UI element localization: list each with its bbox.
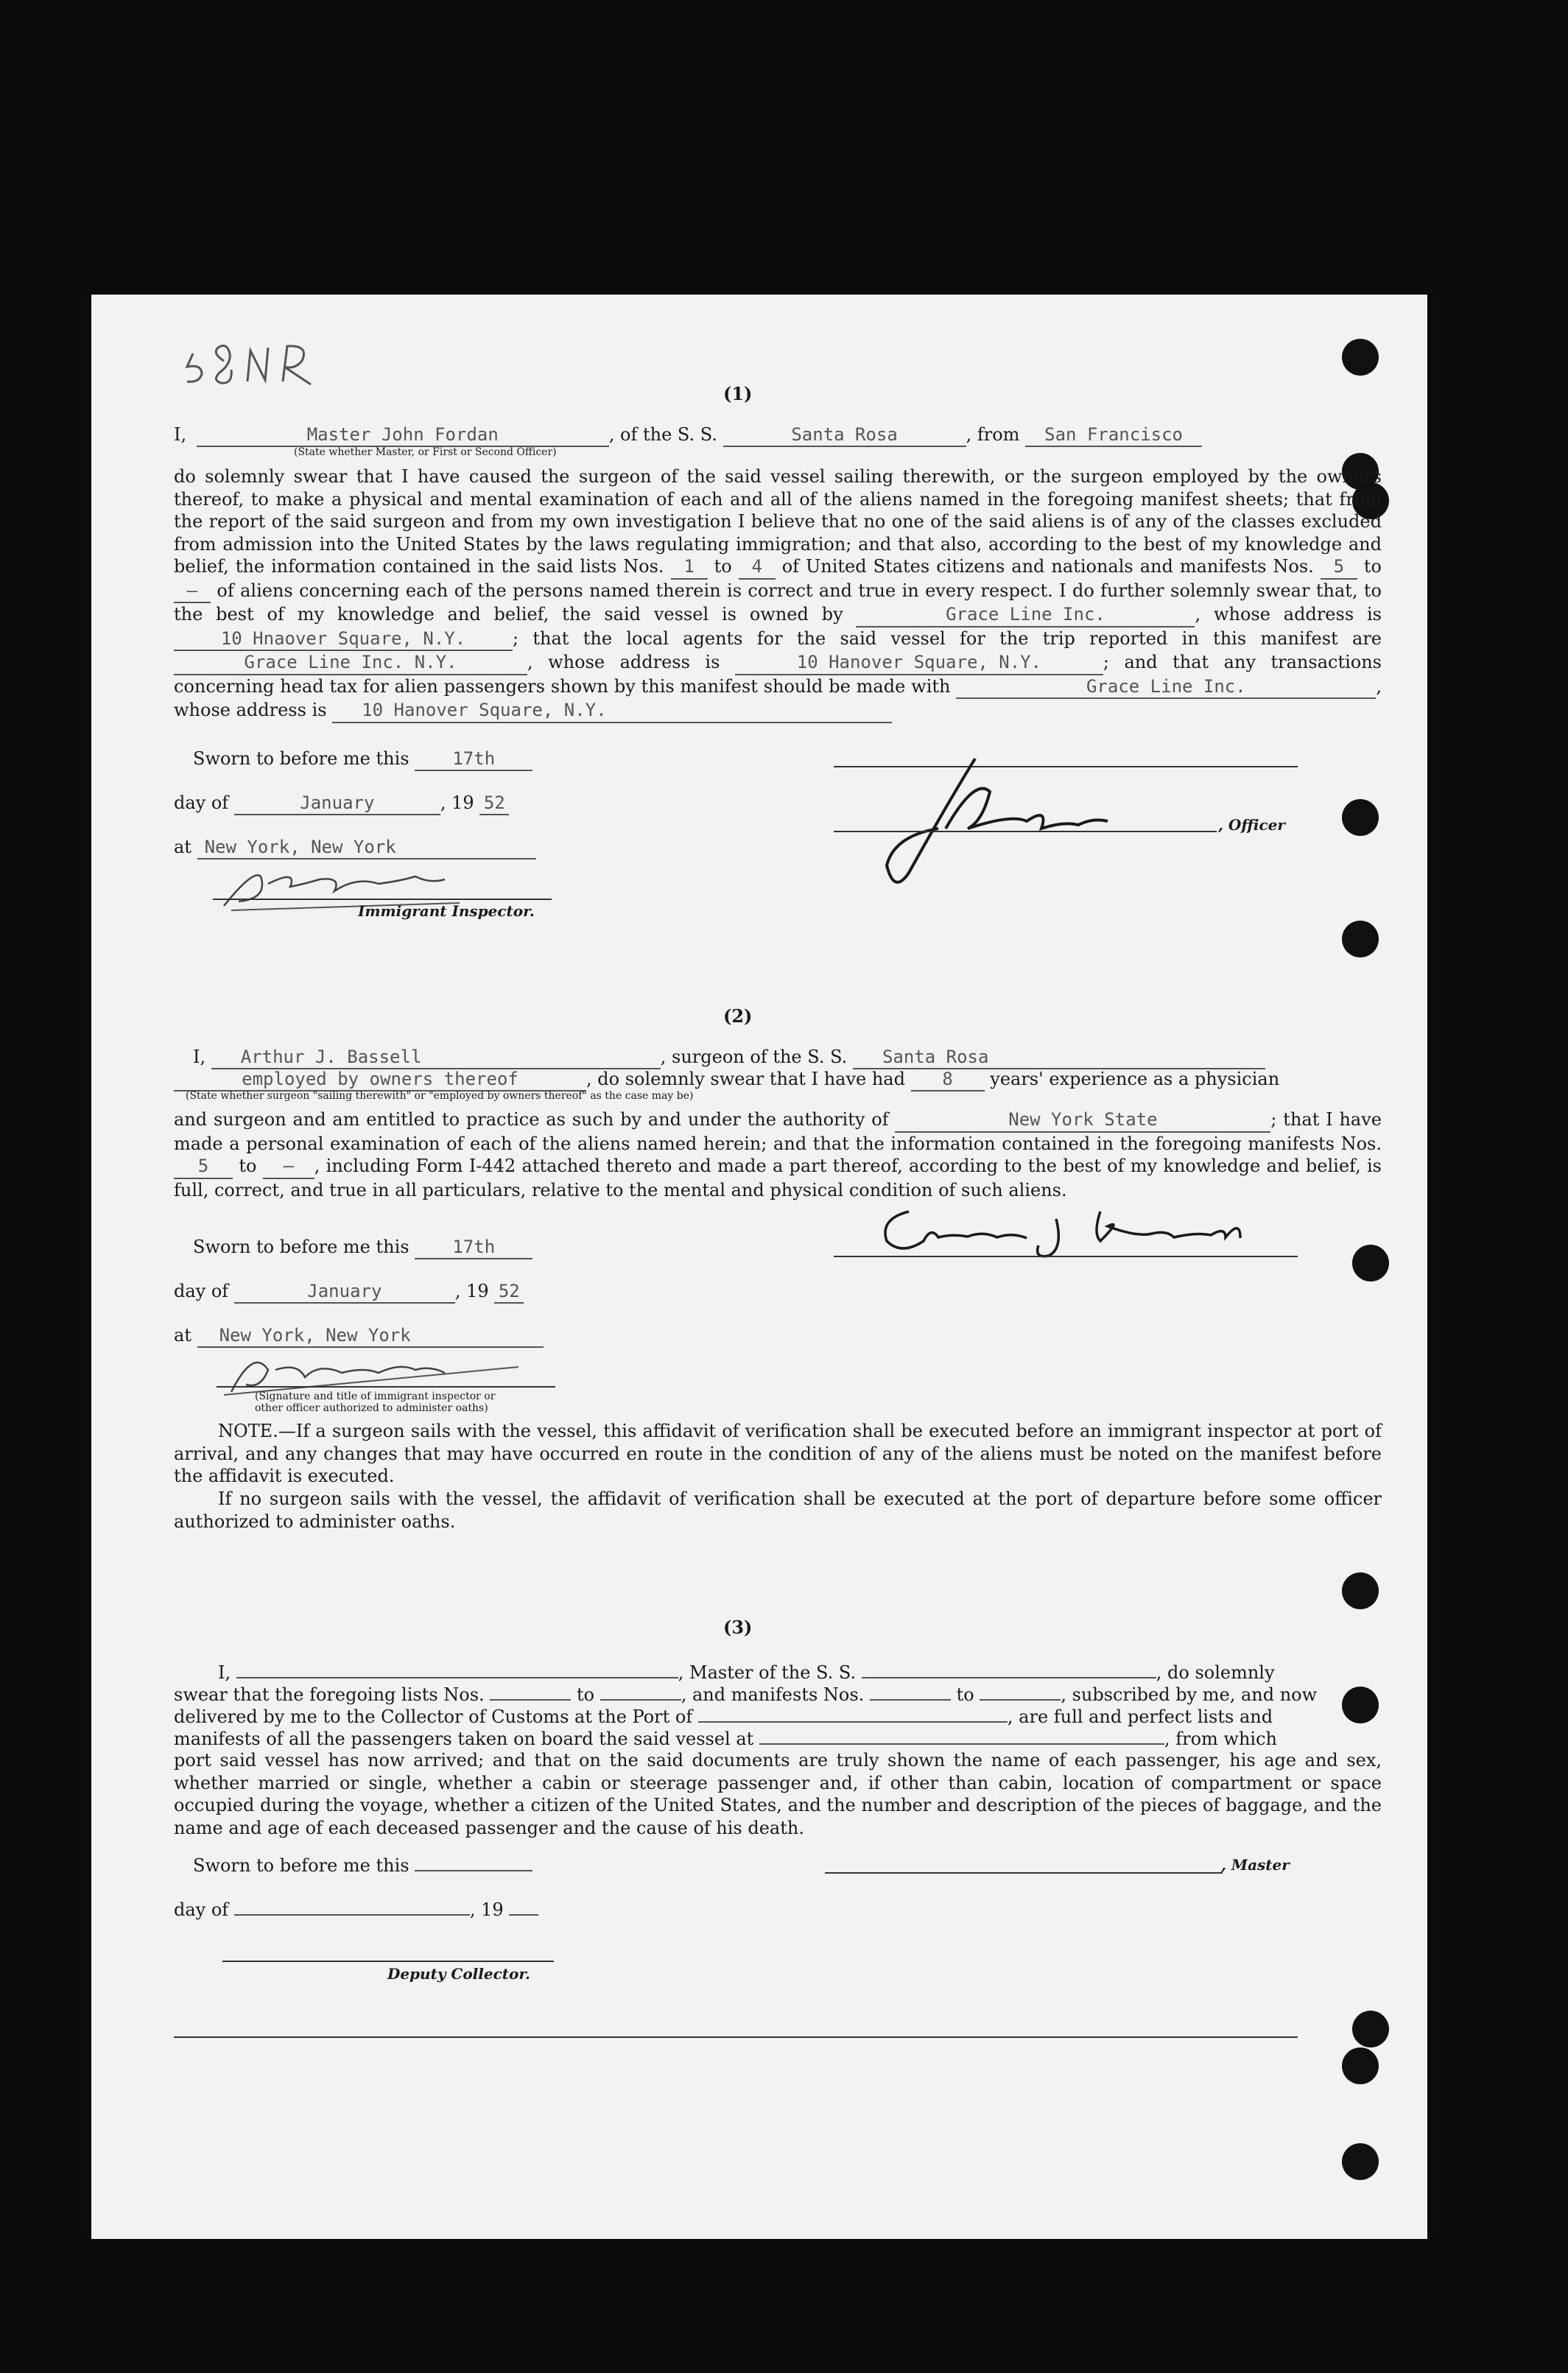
label-surgeon-of: , surgeon of the S. S. xyxy=(660,1047,848,1067)
text: , subscribed by me, and now xyxy=(1061,1684,1318,1705)
employment-field: employed by owners thereof xyxy=(174,1068,586,1091)
deputy-caption: Deputy Collector. xyxy=(387,1965,531,1983)
at-label: at xyxy=(174,837,191,857)
employment-caption: (State whether surgeon "sailing therewith" or "employed by owners thereof" as the case may be) xyxy=(186,1090,694,1102)
sworn-line-2 xyxy=(193,1236,532,1259)
manifest-affidavit-page xyxy=(91,295,1427,2239)
year-prefix: , 19 xyxy=(469,1899,504,1920)
surgeon-signature-line xyxy=(834,1256,1298,1257)
surgeon-note xyxy=(174,1420,1382,1488)
agent-address-field: 10 Hanover Square, N.Y. xyxy=(735,651,1103,675)
port-blank xyxy=(698,1705,1008,1723)
punch-hole xyxy=(1352,2011,1389,2047)
day-of-label: day of xyxy=(174,792,229,813)
master-blank-3 xyxy=(236,1661,678,1678)
month-field: January xyxy=(234,792,440,815)
master-caption: , Master xyxy=(1221,1856,1290,1874)
inspector-signature-line-2 xyxy=(217,1386,555,1388)
text: port said vessel has now arrived; and that on the said documents are truly shown the name of each passenger, his age and sex, whether married or single, whether a cabin or steerage passenger and, if other than cabin, location of compartment or space occupied during the voyage, whether a citizen of the United States, and the number and description of the pieces of baggage, and the name and age of each deceased passenger and the cause of his death. xyxy=(174,1750,1382,1838)
section-1-number: (1) xyxy=(723,383,753,404)
footer-rule xyxy=(174,2036,1298,2038)
label-to: to xyxy=(239,1156,257,1176)
text: manifests of all the passengers taken on board the said vessel at xyxy=(174,1729,754,1749)
oath-text: , whose address is xyxy=(174,675,1382,720)
note-label: NOTE. xyxy=(218,1421,278,1441)
sworn-day-field-2: 17th xyxy=(415,1236,532,1259)
section-3-line-1 xyxy=(218,1661,1275,1684)
owner-field: Grace Line Inc. xyxy=(856,603,1195,627)
authority-text: and surgeon and am entitled to practice as such by and under the authority of xyxy=(174,1109,889,1130)
section-3-number: (3) xyxy=(723,1617,753,1638)
oath-text: , whose address is xyxy=(527,652,720,672)
surgeon-manifest-from-field: 5 xyxy=(174,1155,233,1179)
section-3-line-3 xyxy=(174,1705,1273,1728)
master-caption: (State whether Master, or First or Second Officer) xyxy=(294,446,557,458)
label-master-of: , Master of the S. S. xyxy=(678,1662,857,1683)
sworn-line-3 xyxy=(193,1854,532,1877)
label-solemnly: , do solemnly xyxy=(1156,1662,1275,1683)
surgeon-employment-line xyxy=(174,1068,1279,1091)
label-of-ss: , of the S. S. xyxy=(608,424,717,445)
punch-hole xyxy=(1342,2047,1379,2084)
note-text-2: If no surgeon sails with the vessel, the affidavit of verification shall be executed at the port of departure before some officer authorized to administer oaths. xyxy=(174,1488,1382,1532)
oath-text: ; and that any transactions concerning head tax for alien passengers shown by this manifest should be made with xyxy=(174,652,1382,697)
manifests-from-blank xyxy=(870,1683,951,1701)
section-2-body xyxy=(174,1108,1382,1201)
years-text: years' experience as a physician xyxy=(990,1069,1280,1089)
vessel-name-field: Santa Rosa xyxy=(723,423,966,447)
years-field: 8 xyxy=(911,1068,985,1091)
day-of-label: day of xyxy=(174,1281,229,1301)
inspector-caption-2a: (Signature and title of immigrant inspector or xyxy=(255,1391,496,1402)
label-i: I, xyxy=(218,1662,231,1683)
label-to: to xyxy=(1363,556,1382,577)
oath-text: , whose address is xyxy=(1195,604,1382,625)
manifests-to-blank xyxy=(980,1683,1061,1701)
manifests-from-field: 5 xyxy=(1321,555,1357,580)
year-prefix: , 19 xyxy=(440,792,474,813)
date-line-1 xyxy=(174,792,509,815)
lists-from-field: 1 xyxy=(671,555,708,580)
section-3-body xyxy=(174,1749,1382,1839)
punch-hole xyxy=(1352,1245,1389,1282)
punch-hole xyxy=(1342,799,1379,836)
surgeon-manifest-to-field: – xyxy=(263,1155,314,1179)
section-1-oath-body xyxy=(174,465,1382,723)
punch-hole xyxy=(1342,339,1379,376)
label-to: to xyxy=(714,556,732,577)
year-field-2: 52 xyxy=(494,1280,524,1304)
lists-to-field: 4 xyxy=(739,555,776,580)
year-field: 52 xyxy=(479,792,509,815)
sworn-label: Sworn to before me this xyxy=(193,1855,409,1876)
place-field: New York, New York xyxy=(197,836,536,859)
date-line-2 xyxy=(174,1280,524,1304)
day-of-label: day of xyxy=(174,1899,229,1920)
label-from: , from xyxy=(966,424,1020,445)
inspector-caption: Immigrant Inspector. xyxy=(358,902,535,920)
master-signature-line xyxy=(825,1872,1223,1874)
officer-signature-line xyxy=(834,831,1217,832)
text: delivered by me to the Collector of Customs at the Port of xyxy=(174,1706,693,1727)
officer-signature xyxy=(865,748,1145,895)
deputy-signature-line xyxy=(222,1961,554,1962)
headtax-address-field: 10 Hanover Square, N.Y. xyxy=(332,699,892,723)
handwritten-corner-note xyxy=(180,331,327,390)
oath-text: of United States citizens and nationals and manifests Nos. xyxy=(781,556,1314,577)
sworn-day-field: 17th xyxy=(415,748,532,771)
text: swear that the foregoing lists Nos. xyxy=(174,1684,485,1705)
swear-text: , do solemnly swear that I have had xyxy=(586,1069,905,1089)
year-prefix: , 19 xyxy=(454,1281,489,1301)
sworn-label: Sworn to before me this xyxy=(193,1237,409,1257)
sworn-label: Sworn to before me this xyxy=(193,748,409,769)
owner-address-field: 10 Hnaover Square, N.Y. xyxy=(174,627,513,652)
surgeon-vessel-field: Santa Rosa xyxy=(853,1046,1265,1069)
oath-text: do solemnly swear that I have caused the surgeon of the said vessel sailing therewith, or the surgeon employed by the owners thereof, to make a physical and mental examination of each and all of the aliens named in the foregoing manifest sheets; that from the report of the said surgeon and from my own investigation I believe that no one of the said aliens is of any of the classes excluded from admission into the United States by the laws regulating immigration; and that also, according to the best of my knowledge and belief, the information contained in the said lists Nos. xyxy=(174,466,1382,577)
surgeon-note-2 xyxy=(174,1488,1382,1533)
manifests-to-field: – xyxy=(174,580,211,604)
punch-hole xyxy=(1342,1687,1379,1723)
lists-from-blank xyxy=(490,1683,571,1701)
headtax-agent-field: Grace Line Inc. xyxy=(956,675,1376,700)
section-3-line-4 xyxy=(174,1727,1277,1750)
officer-caption: , Officer xyxy=(1218,816,1285,834)
month-field-2: January xyxy=(234,1280,455,1304)
at-label: at xyxy=(174,1325,191,1346)
label-i: I, xyxy=(174,424,187,445)
surgeon-line xyxy=(193,1046,1265,1069)
label-to: to xyxy=(576,1684,595,1705)
text: , are full and perfect lists and xyxy=(1007,1706,1273,1727)
punch-hole xyxy=(1342,1572,1379,1609)
surgeon-oath-text: , including Form I-442 attached thereto and made a part thereof, according to the best of my knowledge and belief, is full, correct, and true in all particulars, relative to the mental and physical condition of such aliens. xyxy=(174,1156,1382,1200)
label-to: to xyxy=(956,1684,974,1705)
sworn-line-1 xyxy=(193,748,532,771)
authority-field: New York State xyxy=(895,1108,1270,1133)
text: , and manifests Nos. xyxy=(681,1684,865,1705)
boarding-port-blank xyxy=(759,1727,1164,1745)
section-2-number: (2) xyxy=(723,1005,753,1027)
surgeon-name-field: Arthur J. Bassell xyxy=(211,1046,661,1069)
oath-text: of aliens concerning each of the persons named therein is correct and true in every respect. I do further solemnly swear that, to the best of my knowledge and belief, the said vessel is owned by xyxy=(174,580,1382,625)
section-3-line-2 xyxy=(174,1683,1317,1706)
text: , from which xyxy=(1164,1729,1277,1749)
inspector-caption-2b: other officer authorized to administer oaths) xyxy=(255,1402,488,1414)
punch-hole xyxy=(1342,921,1379,957)
surgeon-oath-text: ; that I have made a personal examination of each of the aliens named herein; and that the information contained in the foregoing manifests Nos. xyxy=(174,1109,1382,1154)
year-blank-3 xyxy=(509,1898,538,1916)
place-field-2: New York, New York xyxy=(197,1324,544,1348)
punch-hole xyxy=(1342,2143,1379,2180)
surgeon-signature xyxy=(872,1197,1284,1263)
section-1-oath-line xyxy=(174,423,1202,447)
sworn-day-blank-3 xyxy=(415,1854,532,1871)
inspector-signature-line-1 xyxy=(213,899,552,900)
oath-text: ; that the local agents for the said vessel for the trip reported in this manifest are xyxy=(513,627,1382,649)
master-name-field: Master John Fordan xyxy=(197,423,609,447)
agent-field: Grace Line Inc. N.Y. xyxy=(174,651,527,675)
departure-port-field: San Francisco xyxy=(1025,423,1202,447)
label-i: I, xyxy=(193,1047,206,1067)
vessel-blank-3 xyxy=(862,1661,1156,1678)
date-line-3 xyxy=(174,1898,538,1921)
note-text: —If a surgeon sails with the vessel, this affidavit of verification shall be executed before an immigrant inspector at port of arrival, and any changes that may have occurred en route in the condition of any of the aliens must be noted on the manifest before the affidavit is executed. xyxy=(174,1421,1382,1486)
month-blank-3 xyxy=(234,1898,470,1916)
lists-to-blank xyxy=(600,1683,681,1701)
